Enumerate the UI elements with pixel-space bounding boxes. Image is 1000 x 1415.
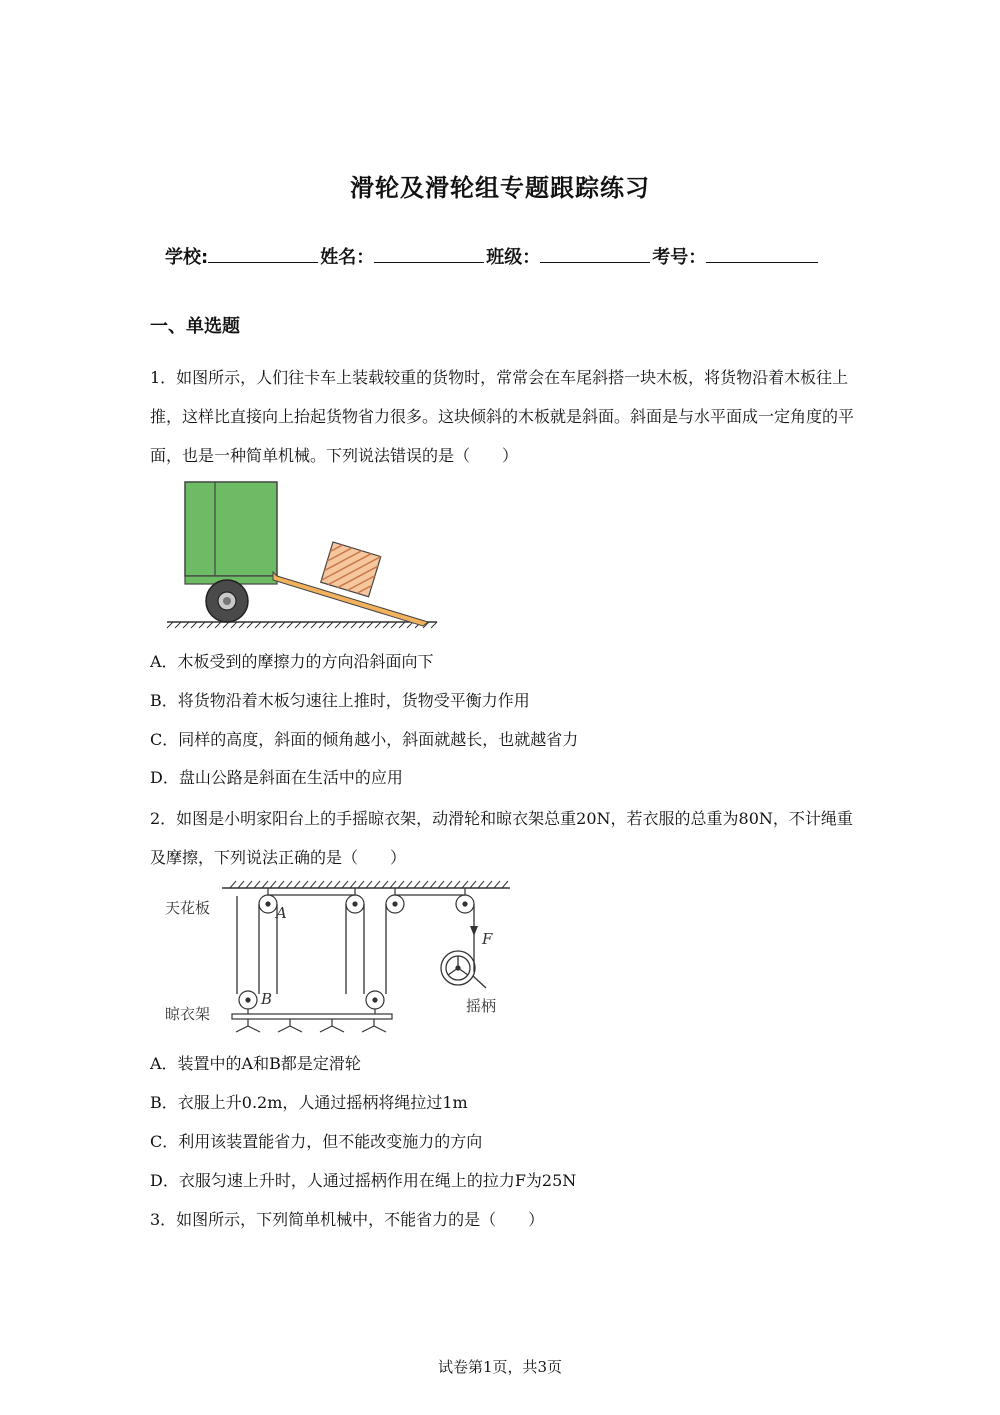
q3-stem: 3．如图所示，下列简单机械中，不能省力的是（ ） bbox=[150, 1210, 545, 1229]
class-label: 班级： bbox=[486, 247, 541, 268]
number-label: 考号： bbox=[652, 247, 707, 268]
school-blank[interactable] bbox=[208, 244, 318, 263]
q2-option-b[interactable]: B．衣服上升0.2m，人通过摇柄将绳拉过1m bbox=[150, 1093, 468, 1112]
label-b: B bbox=[261, 990, 273, 1008]
force-arrow bbox=[470, 926, 478, 936]
page-footer: 试卷第1页，共3页 bbox=[437, 1358, 563, 1376]
truck-ramp-figure bbox=[165, 480, 440, 630]
section-heading: 一、单选题 bbox=[150, 316, 240, 337]
label-f: F bbox=[482, 930, 493, 948]
drying-rack-bar bbox=[232, 1014, 392, 1019]
q2-option-d[interactable]: D．衣服匀速上升时，人通过摇柄作用在绳上的拉力F为25N bbox=[150, 1171, 577, 1190]
rack-label: 晾衣架 bbox=[165, 1005, 211, 1023]
cargo-crate bbox=[321, 542, 381, 597]
name-blank[interactable] bbox=[374, 244, 484, 263]
q2-option-a[interactable]: A．装置中的A和B都是定滑轮 bbox=[150, 1054, 361, 1073]
q1-stem: 1．如图所示，人们往卡车上装载较重的货物时，常常会在车尾斜搭一块木板，将货物沿着木板往上推，这样比直接向上抬起货物省力很多。这块倾斜的木板就是斜面。斜面是与水平面成一定角度的平面，也是一种简单机械。下列说法错误的是（ ） bbox=[150, 368, 855, 465]
name-label: 姓名： bbox=[320, 247, 375, 268]
q1-option-c[interactable]: C．同样的高度，斜面的倾角越小，斜面就越长，也就越省力 bbox=[150, 730, 579, 749]
class-blank[interactable] bbox=[540, 244, 650, 263]
ceiling-label: 天花板 bbox=[165, 899, 211, 917]
clothes-rack-pulley-figure bbox=[160, 876, 520, 1036]
q1-option-d[interactable]: D．盘山公路是斜面在生活中的应用 bbox=[150, 768, 403, 787]
q2-option-c[interactable]: C．利用该装置能省力，但不能改变施力的方向 bbox=[150, 1132, 483, 1151]
student-info-line bbox=[165, 243, 845, 269]
school-label: 学校: bbox=[165, 247, 209, 268]
page-title: 滑轮及滑轮组专题跟踪练习 bbox=[350, 174, 650, 202]
handle-label: 摇柄 bbox=[466, 997, 497, 1015]
label-a: A bbox=[276, 904, 287, 922]
q1-option-a[interactable]: A．木板受到的摩擦力的方向沿斜面向下 bbox=[150, 652, 434, 671]
q1-option-b[interactable]: B．将货物沿着木板匀速往上推时，货物受平衡力作用 bbox=[150, 691, 530, 710]
crank-handle-icon bbox=[441, 951, 486, 988]
truck-cargo-box bbox=[185, 482, 277, 576]
q2-stem: 2．如图是小明家阳台上的手摇晾衣架，动滑轮和晾衣架总重20N，若衣服的总重为80N，不计绳重及摩擦，下列说法正确的是（ ） bbox=[150, 809, 853, 867]
number-blank[interactable] bbox=[706, 244, 818, 263]
